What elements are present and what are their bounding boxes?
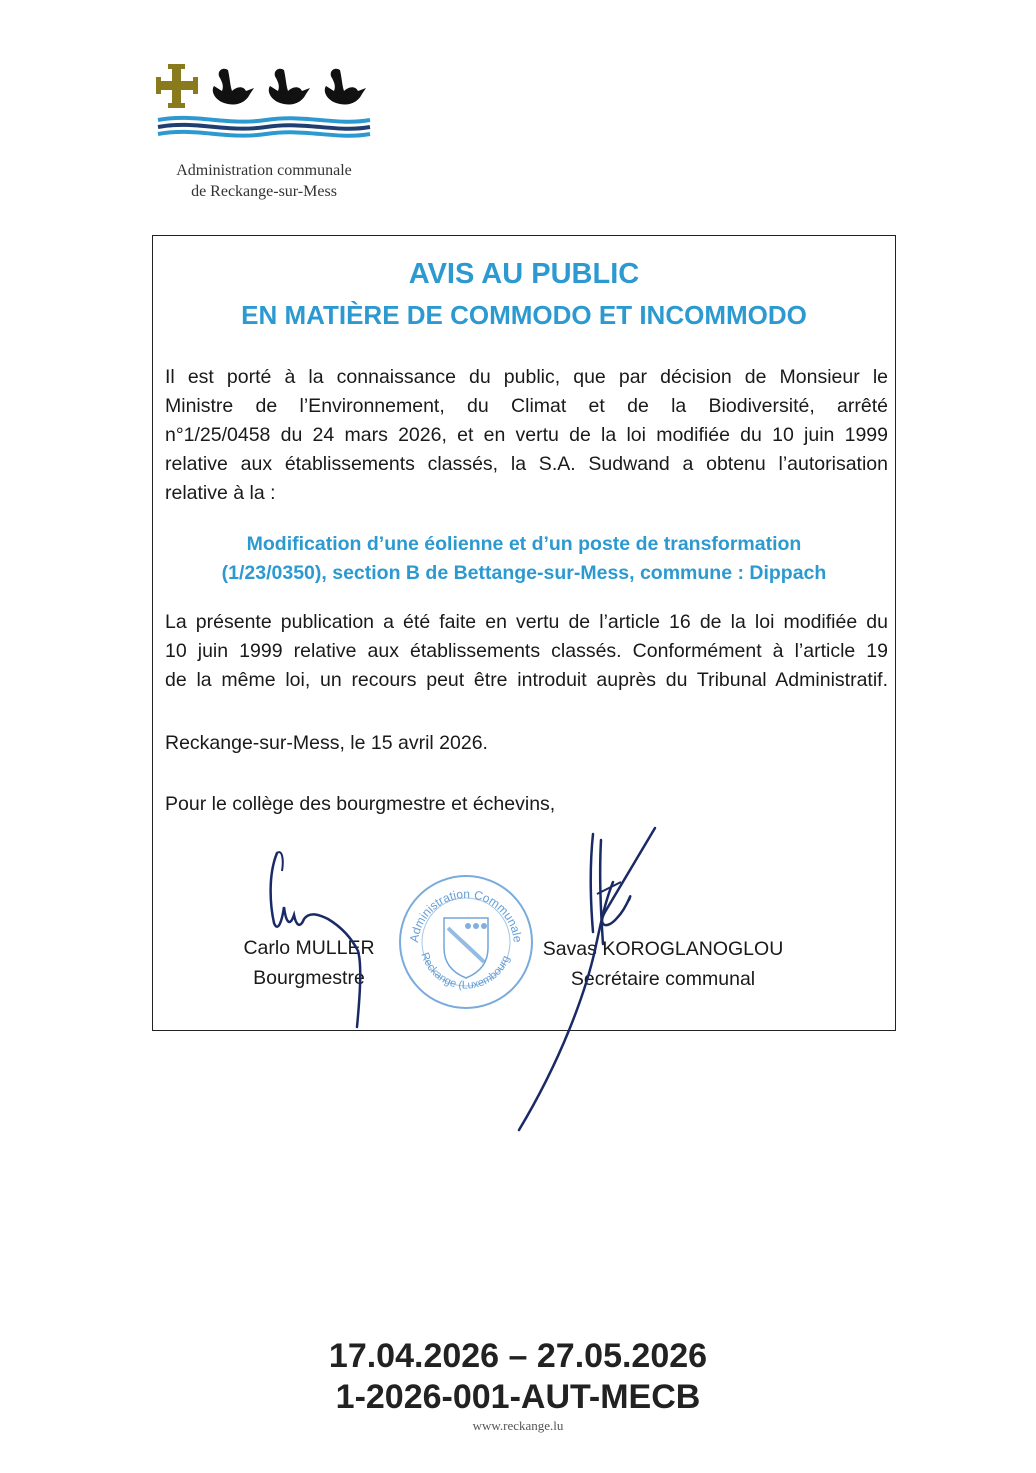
paragraph-1-line: relative à la : bbox=[165, 482, 276, 504]
stamp-text-bottom: Reckange (Luxembourg bbox=[418, 951, 513, 992]
signatory-secretary-title: Secrétaire communal bbox=[570, 968, 756, 990]
subject-line-2: (1/23/0350), section B de Bettange-sur-Mess, commune : Dippach bbox=[221, 562, 827, 584]
file-reference: 1-2026-001-AUT-MECB bbox=[335, 1378, 701, 1416]
signatory-secretary-name: Savas KOROGLANOGLOU bbox=[542, 938, 784, 960]
secretary-signature bbox=[505, 822, 665, 1134]
place-and-date: Reckange-sur-Mess, le 15 avril 2026. bbox=[165, 732, 488, 754]
closing-formula: Pour le collège des bourgmestre et échevins, bbox=[165, 793, 556, 815]
reckange-coat-of-arms-icon bbox=[156, 58, 376, 158]
paragraph-1-line: Il est porté à la connaissance du public, que par décision de Monsieur le bbox=[165, 366, 888, 388]
paragraph-1-line: relative aux établissements classés, la S.A. Sudwand a obtenu l’autorisation bbox=[165, 453, 888, 475]
paragraph-2-line: 10 juin 1999 relative aux établissements classés. Conformément à l’article 19 bbox=[165, 640, 888, 662]
notice-paragraph-2 bbox=[165, 608, 888, 695]
paragraph-1-line: Ministre de l’Environnement, du Climat et de la Biodiversité, arrêté bbox=[165, 395, 888, 417]
notice-title: AVIS AU PUBLIC bbox=[408, 258, 640, 290]
signatory-mayor-name: Carlo MULLER bbox=[243, 937, 375, 959]
admin-line-1: Administration communale bbox=[176, 162, 352, 179]
paragraph-2-line: de la même loi, un recours peut être introduit auprès du Tribunal Administratif. bbox=[165, 669, 888, 691]
subject-line-1: Modification d’une éolienne et d’un poste de transformation bbox=[246, 533, 802, 555]
paragraph-1-line: n°1/25/0458 du 24 mars 2026, et en vertu de la loi modifiée du 10 juin 1999 bbox=[165, 424, 888, 446]
admin-line-2: de Reckange-sur-Mess bbox=[191, 183, 337, 200]
stamp-text-top: Administration Communale bbox=[407, 886, 525, 944]
notice-paragraph-1 bbox=[165, 363, 888, 508]
signatory-mayor-title: Bourgmestre bbox=[253, 967, 365, 989]
notice-subtitle: EN MATIÈRE DE COMMODO ET INCOMMODO bbox=[241, 300, 807, 330]
paragraph-2-line: La présente publication a été faite en vertu de l’article 16 de la loi modifiée du bbox=[165, 611, 888, 633]
mayor-signature bbox=[262, 845, 377, 1030]
administration-name bbox=[150, 160, 378, 202]
website-url: www.reckange.lu bbox=[472, 1418, 564, 1433]
publication-period: 17.04.2026 – 27.05.2026 bbox=[328, 1337, 708, 1375]
authorization-subject bbox=[153, 530, 895, 588]
